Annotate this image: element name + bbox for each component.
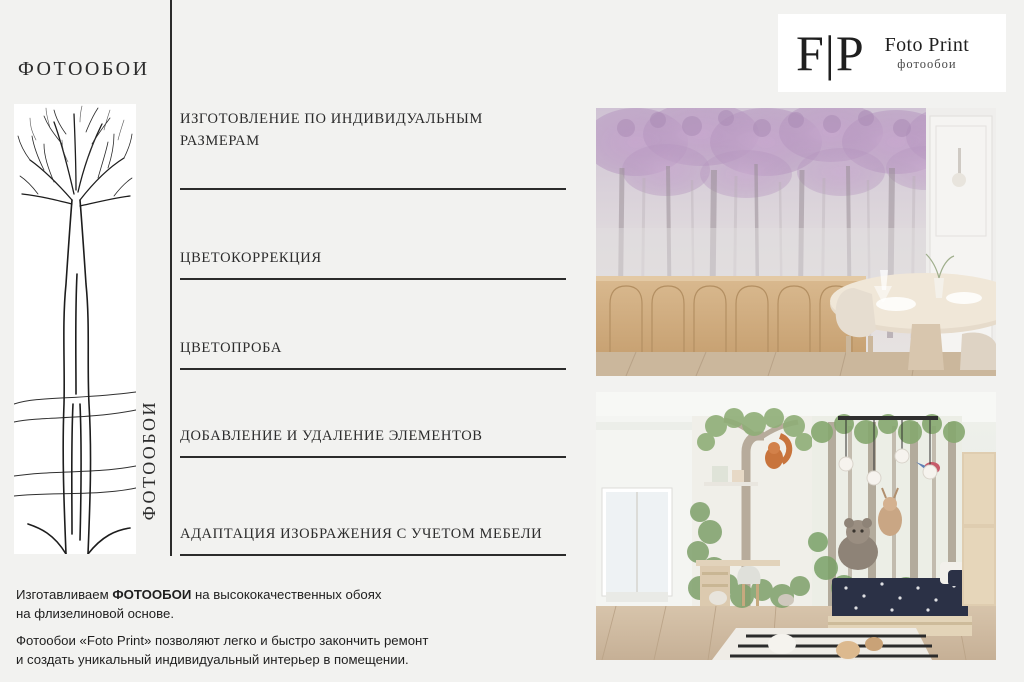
- description-line-1c: на высококачественных обоях: [191, 587, 382, 602]
- description-line-4: и создать уникальный индивидуальный интерьер в помещении.: [16, 652, 409, 668]
- kids-room-image: [596, 392, 996, 660]
- description-highlight: ФОТООБОИ: [112, 587, 192, 602]
- description-line-1a: Изготавливаем: [16, 587, 113, 602]
- service-label: ДОБАВЛЕНИЕ И УДАЛЕНИЕ ЭЛЕМЕНТОВ: [180, 427, 483, 444]
- description-line-2: на флизелиновой основе.: [16, 605, 174, 621]
- service-label: АДАПТАЦИЯ ИЗОБРАЖЕНИЯ С УЧЕТОМ МЕБЕЛИ: [180, 525, 543, 542]
- logo-name: Foto Print: [884, 34, 970, 57]
- vertical-divider: [170, 0, 172, 556]
- photo-dining-room: [596, 108, 996, 376]
- list-item: [180, 104, 566, 190]
- service-label: ЦВЕТОПРОБА: [180, 339, 282, 356]
- logo-subtitle: фотообои: [897, 57, 957, 72]
- vertical-title: ФОТООБОИ: [139, 400, 159, 521]
- logo-text-block: [885, 34, 970, 71]
- page-title: ФОТООБОИ: [18, 58, 150, 80]
- service-label: ЦВЕТОКОРРЕКЦИЯ: [180, 249, 322, 266]
- dining-room-image: [596, 108, 996, 376]
- tree-drawing-icon: [14, 104, 136, 554]
- service-label: ИЗГОТОВЛЕНИЕ ПО ИНДИВИДУАЛЬНЫМ РАЗМЕРАМ: [180, 111, 483, 150]
- list-item: [180, 280, 566, 370]
- description-block: [16, 586, 556, 670]
- tree-illustration: [14, 104, 136, 554]
- logo-monogram: F|P: [796, 25, 865, 81]
- brand-logo: [778, 14, 1006, 92]
- list-item: [180, 458, 566, 556]
- description-line-1: [16, 586, 556, 605]
- description-line-3: Фотообои «Foto Print» позволяют легко и быстро закончить ремонт: [16, 633, 429, 649]
- list-item: [180, 190, 566, 280]
- photo-kids-room: [596, 392, 996, 660]
- list-item: [180, 370, 566, 458]
- services-list: [180, 104, 566, 556]
